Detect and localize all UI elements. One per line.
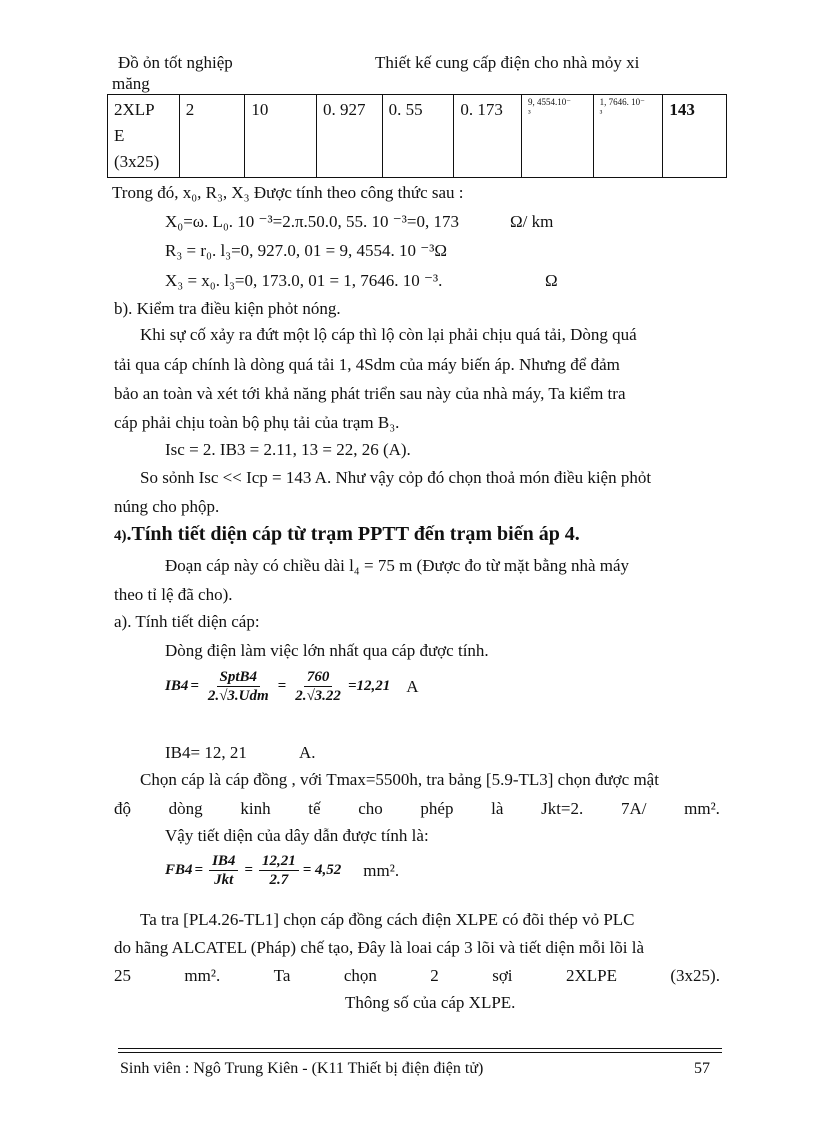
para2-line1: Đoạn cáp này có chiều dài l₄ = 75 m (Được đo từ mặt bằng nhà máy	[165, 556, 630, 575]
table-cell	[454, 95, 522, 178]
table-cell	[317, 95, 383, 178]
para1-line2: tải qua cáp chính là dòng quá tải 1, 4Sdm của máy biến áp. Nhưng để đảm	[114, 355, 620, 374]
isc-formula: Isc = 2. IB3 = 2.11, 13 = 22, 26 (A).	[165, 440, 411, 459]
word: tế	[308, 799, 321, 818]
formula-fb4: FB4 = $\frac{IB4}{\text{Jkt}}$ = $\frac{12,21}{2.7}$ = 4,52 mm².	[165, 853, 400, 888]
formula-ib4-num2: 760	[304, 668, 333, 687]
section-title: .Tính tiết diện cáp từ trạm PPTT đến trạm biến áp 4.	[126, 523, 580, 545]
para1-line4: cáp phải chịu toàn bộ phụ tải của trạm B₃.	[114, 413, 400, 432]
intro-text: Trong đó, x₀, R₃, X₃ Được tính theo công thức sau :	[112, 183, 464, 202]
heading-b: b). Kiểm tra điều kiện phỏt nóng.	[114, 299, 341, 318]
footer-rule-bottom	[118, 1052, 722, 1053]
header-left: Đồ ỏn tốt nghiệp	[118, 53, 233, 72]
compare-line1: So sỏnh Isc << Icp = 143 A. Như vậy cỏp đó chọn thoả món điều kiện phỏt	[140, 468, 652, 487]
header-left-continued: măng	[112, 74, 150, 93]
table-row	[108, 95, 727, 178]
para1-line3: bảo an toàn và xét tới khả năng phát triển sau này của nhà máy, Ta kiểm tra	[114, 384, 626, 403]
word: dòng	[168, 799, 203, 818]
choose-line1: Chọn cáp là cáp đồng , với Tmax=5500h, tra bảng [5.9-TL3] chọn được mật	[140, 770, 659, 789]
word: Ta	[273, 966, 291, 985]
specs-caption: Thông số của cáp XLPE.	[345, 993, 516, 1012]
formula-fb4-unit: mm².	[363, 860, 400, 880]
cell-line: 143	[669, 100, 695, 119]
footer-rule-top	[118, 1048, 722, 1049]
formula-ib4: IB4 = $\frac{\text{SptB4}}{\text{2.√3.Udm}}$ = $\frac{760}{2.√3.22}$ =12,21 A	[165, 669, 419, 704]
formula-fb4-den1: Jkt	[214, 872, 234, 888]
ib4-unit: A.	[299, 743, 316, 762]
formula-fb4-num2: 12,21	[259, 852, 299, 871]
para3-line3	[114, 963, 720, 989]
cell-line: ³	[599, 108, 603, 118]
word: 2XLPE	[565, 966, 617, 985]
current-intro: Dòng điện làm việc lớn nhất qua cáp được tính.	[165, 641, 489, 660]
formula-r3: R₃ = r₀. l₃=0, 927.0, 01 = 9, 4554. 10 ⁻³Ω	[165, 241, 447, 260]
word: 2	[430, 966, 439, 985]
formula-x0: X₀=ω. L₀. 10 ⁻³=2.π.50.0, 55. 10 ⁻³=0, 173	[165, 212, 459, 231]
formula-x0-unit: Ω/ km	[510, 212, 554, 231]
choose-line2	[114, 796, 720, 822]
footer-text: Sinh viên : Ngô Trung Kiên - (K11 Thiết bị điện điện tử)	[120, 1060, 484, 1077]
section-number: 4)	[114, 528, 127, 544]
para1-line1: Khi sự cố xảy ra đứt một lộ cáp thì lộ còn lại phải chịu quá tải, Dòng quá	[140, 325, 637, 344]
table-cell	[179, 95, 245, 178]
cell-line: 9, 4554.10⁻	[527, 97, 571, 107]
cell-line: 0. 173	[460, 100, 503, 119]
cell-line: 10	[251, 100, 269, 119]
header-right: Thiết kế cung cấp điện cho nhà mỏy xi	[375, 53, 640, 72]
formula-ib4-den2: 2.√3.22	[295, 688, 341, 704]
word: phép	[420, 799, 454, 818]
table-cell	[663, 95, 727, 178]
formula-fb4-result: = 4,52	[302, 862, 342, 878]
cell-line: 0. 927	[323, 100, 366, 119]
word: 7A/	[620, 799, 647, 818]
word: kinh	[240, 799, 271, 818]
section-heading	[114, 520, 580, 550]
para3-line2: do hãng ALCATEL (Pháp) chế tạo, Đây là loai cáp 3 lõi và tiết diện mỗi lõi là	[114, 938, 645, 957]
word: chọn	[343, 966, 377, 985]
table-cell	[245, 95, 317, 178]
formula-fb4-num1: IB4	[209, 852, 238, 871]
compare-line2: núng cho phộp.	[114, 497, 220, 516]
word: sợi	[492, 966, 513, 985]
word: là	[491, 799, 504, 818]
word: mm².	[684, 799, 720, 818]
word: 25	[114, 966, 131, 985]
para2-line2: theo tỉ lệ đã cho).	[114, 585, 233, 604]
cell-line: 0. 55	[388, 100, 423, 119]
word: Jkt=2.	[541, 799, 584, 818]
table-cell	[593, 95, 663, 178]
cell-line: 1, 7646. 10⁻	[599, 97, 645, 107]
formula-ib4-unit: A	[406, 676, 419, 696]
cell-line: ³	[527, 108, 531, 118]
para3-line1: Ta tra [PL4.26-TL1] chọn cáp đồng cách điện XLPE có đõi thép vỏ PLC	[140, 910, 635, 929]
section-calc: Vậy tiết diện của dây dẫn được tính là:	[165, 826, 429, 845]
cell-line: 2	[185, 100, 195, 119]
formula-x3: X₃ = x₀. l₃=0, 173.0, 01 = 1, 7646. 10 ⁻³.	[165, 271, 443, 290]
cable-specs-table	[107, 94, 727, 178]
cell-line: E	[114, 126, 125, 145]
table-cell	[382, 95, 454, 178]
formula-ib4-lhs: IB4	[165, 678, 189, 694]
table-cell	[521, 95, 593, 178]
formula-x3-unit: Ω	[545, 271, 558, 290]
ib4-result: IB4= 12, 21	[165, 743, 247, 762]
cell-line: 2XLP	[114, 100, 155, 119]
word: mm².	[184, 966, 221, 985]
formula-ib4-result: =12,21	[347, 678, 391, 694]
formula-ib4-num1: SptB4	[217, 668, 261, 687]
word: (3x25).	[670, 966, 720, 985]
formula-fb4-lhs: FB4	[165, 862, 193, 878]
word: độ	[114, 799, 131, 818]
formula-fb4-den2: 2.7	[269, 872, 289, 888]
cell-line: (3x25)	[114, 152, 160, 171]
page-number: 57	[694, 1060, 710, 1077]
heading-a: a). Tính tiết diện cáp:	[114, 612, 260, 631]
table-cell	[108, 95, 180, 178]
word: cho	[358, 799, 383, 818]
formula-ib4-den1: 2.√3.Udm	[207, 688, 269, 704]
